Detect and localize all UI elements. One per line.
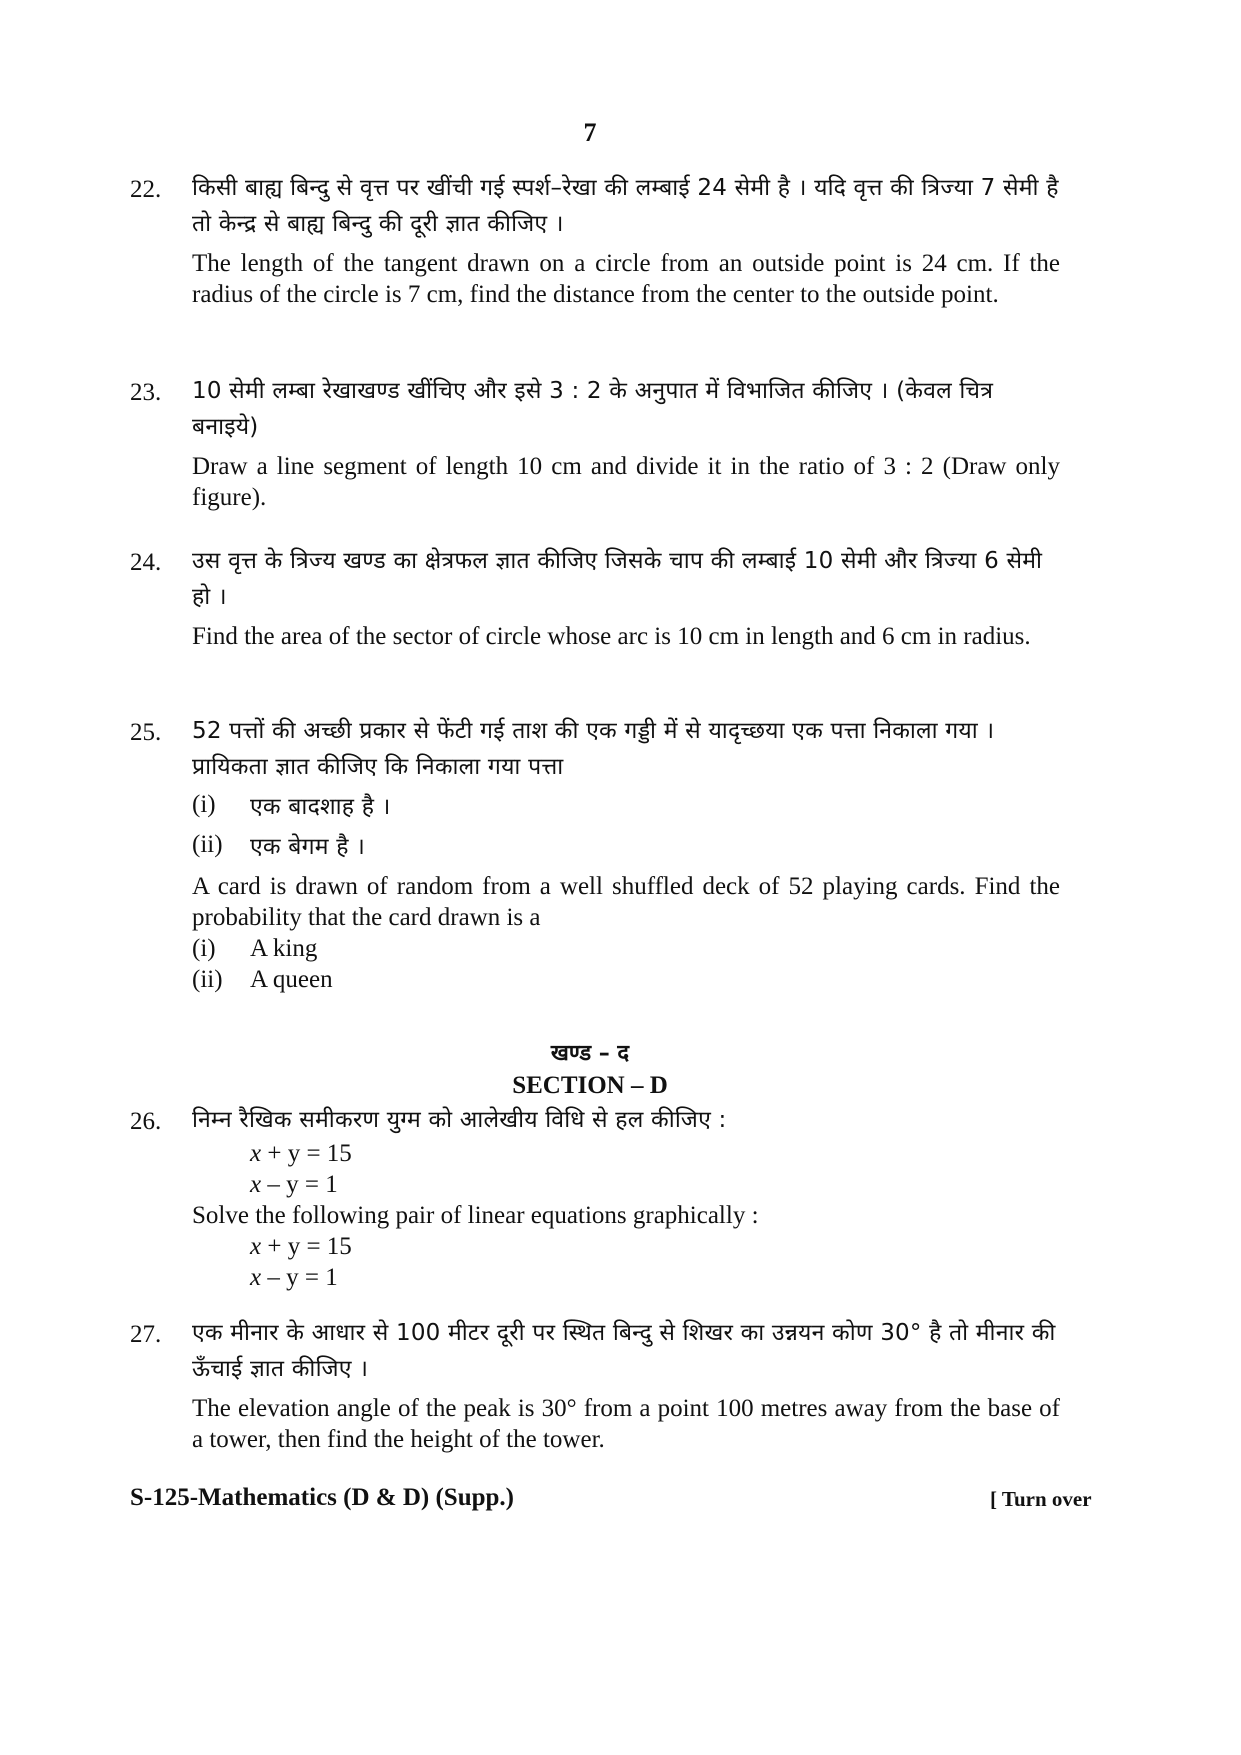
question-22 [130, 170, 1060, 310]
section-title-english: SECTION – D [512, 1072, 668, 1099]
question-number: 23. [130, 379, 162, 406]
question-english-text: The elevation angle of the peak is 30° from a point 100 metres away from the base of a tower, then find the height of the tower. [192, 1395, 1060, 1453]
sub-part-text: A king [250, 935, 318, 962]
equation [250, 1262, 1060, 1293]
equation [250, 1138, 1060, 1169]
equation [250, 1231, 1060, 1262]
page-number: 7 [583, 118, 597, 147]
english-sub-part [192, 964, 1060, 995]
question-hindi-text: उस वृत्त के त्रिज्य खण्ड का क्षेत्रफल ज्ञात कीजिए जिसके चाप की लम्बाई 10 सेमी और त्रिज्या 6 सेमी हो । [192, 548, 1043, 610]
question-23 [130, 373, 1060, 513]
question-english-text: Solve the following pair of linear equations graphically : [192, 1202, 759, 1229]
question-english-text: Find the area of the sector of circle whose arc is 10 cm in length and 6 cm in radius. [192, 623, 1031, 650]
question-number: 26. [130, 1108, 162, 1135]
question-26 [130, 1102, 1060, 1293]
question-hindi-text: 10 सेमी लम्बा रेखाखण्ड खींचिए और इसे 3 : 2 के अनुपात में विभाजित कीजिए । (केवल चित्र बनाइये) [192, 378, 994, 440]
question-27 [130, 1315, 1060, 1455]
hindi-sub-part [192, 789, 1060, 825]
sub-part-text: एक बादशाह है । [250, 794, 391, 820]
equation-variable: x [250, 1140, 262, 1167]
question-number: 22. [130, 176, 162, 203]
english-sub-part [192, 933, 1060, 964]
equation-rest: + y = 15 [261, 1140, 352, 1167]
equation-variable: x [250, 1171, 262, 1198]
equation-variable: x [250, 1233, 262, 1260]
question-english-text: Draw a line segment of length 10 cm and divide it in the ratio of 3 : 2 (Draw only figure). [192, 453, 1060, 511]
question-24 [130, 543, 1060, 652]
equation-rest: – y = 1 [261, 1171, 338, 1198]
question-hindi-text: किसी बाह्य बिन्दु से वृत्त पर खींची गई स्पर्श–रेखा की लम्बाई 24 सेमी है । यदि वृत्त की त्रिज्या 7 सेमी है तो केन्द्र से बाह्य बिन्दु की दूरी ज्ञात कीजिए । [192, 175, 1059, 237]
question-hindi-text: 52 पत्तों की अच्छी प्रकार से फेंटी गई ताश की एक गड्डी में से यादृच्छया एक पत्ता निकाला गया । प्रायिकता ज्ञात कीजिए कि निकाला गया पत्ता [192, 718, 995, 780]
hindi-sub-part [192, 829, 1060, 865]
question-number: 25. [130, 719, 162, 746]
equation-variable: x [250, 1264, 262, 1291]
question-english-text: A card is drawn of random from a well shuffled deck of 52 playing cards. Find the probability that the card drawn is a [192, 873, 1060, 931]
sub-part-text: एक बेगम है । [250, 834, 366, 860]
paper-code: S-125-Mathematics (D & D) (Supp.) [130, 1484, 514, 1511]
sub-part-text: A queen [250, 966, 333, 993]
equation-rest: + y = 15 [261, 1233, 352, 1260]
question-number: 24. [130, 549, 162, 576]
turn-over-note: [ Turn over [990, 1487, 1092, 1511]
sub-part-label: (i) [192, 791, 216, 818]
question-number: 27. [130, 1321, 162, 1348]
sub-part-label: (i) [192, 935, 216, 962]
equation [250, 1169, 1060, 1200]
question-english-text: The length of the tangent drawn on a circle from an outside point is 24 cm. If the radius of the circle is 7 cm, find the distance from the center to the outside point. [192, 250, 1060, 308]
sub-part-label: (ii) [192, 831, 223, 858]
question-hindi-text: एक मीनार के आधार से 100 मीटर दूरी पर स्थित बिन्दु से शिखर का उन्नयन कोण 30° है तो मीनार की ऊँचाई ज्ञात कीजिए । [192, 1320, 1056, 1382]
equation-rest: – y = 1 [261, 1264, 338, 1291]
section-title-hindi: खण्ड – द [550, 1041, 630, 1066]
sub-part-label: (ii) [192, 966, 223, 993]
question-25 [130, 713, 1060, 995]
question-hindi-text: निम्न रैखिक समीकरण युग्म को आलेखीय विधि से हल कीजिए : [192, 1107, 727, 1133]
